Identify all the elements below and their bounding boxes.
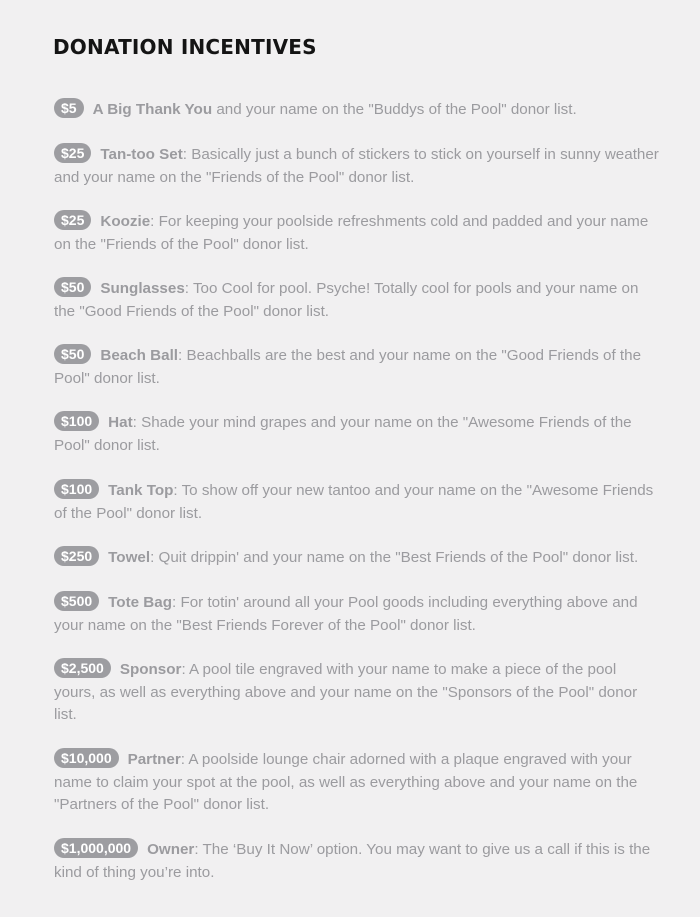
amount-badge: $25: [54, 210, 91, 230]
incentive-description: : A poolside lounge chair adorned with a plaque engraved with your name to claim your spot at the pool, as well as everything above and your name on the "Partners of the Pool" donor list.: [54, 751, 638, 813]
incentive-description: : To show off your new tantoo and your name on the "Awesome Friends of the Pool" donor list.: [54, 482, 654, 522]
page-title: DONATION INCENTIVES: [53, 35, 317, 59]
amount-badge: $250: [54, 546, 99, 566]
incentive-name: Hat: [108, 414, 133, 431]
incentive-description: : Beachballs are the best and your name on the "Good Friends of the Pool" donor list.: [54, 347, 642, 387]
incentive-description: and your name on the "Buddys of the Pool" donor list.: [212, 101, 577, 118]
incentive-description: : Quit drippin' and your name on the "Best Friends of the Pool" donor list.: [150, 549, 639, 566]
incentive-name: Partner: [127, 751, 181, 768]
incentive-item: [54, 658, 660, 727]
incentive-item: [54, 838, 660, 884]
incentive-name: Owner: [147, 841, 195, 858]
incentive-item: [54, 210, 660, 256]
incentive-name: Sunglasses: [100, 280, 185, 297]
incentive-item: [54, 277, 660, 323]
amount-badge: $100: [54, 479, 99, 499]
incentive-name: Towel: [108, 549, 151, 566]
incentive-item: [54, 411, 660, 457]
incentive-name: Koozie: [100, 213, 151, 230]
incentive-item: [54, 143, 660, 189]
incentive-name: Sponsor: [119, 661, 182, 678]
incentive-item: [54, 98, 660, 122]
incentive-item: [54, 546, 660, 570]
incentive-item: [54, 748, 660, 817]
amount-badge: $10,000: [54, 748, 119, 768]
amount-badge: $100: [54, 411, 99, 431]
incentive-name: Tote Bag: [108, 594, 172, 611]
amount-badge: $1,000,000: [54, 838, 138, 858]
amount-badge: $50: [54, 277, 91, 297]
incentive-description: : Shade your mind grapes and your name on the "Awesome Friends of the Pool" donor list.: [54, 414, 632, 454]
incentive-name: A Big Thank You: [92, 101, 213, 118]
incentive-name: Beach Ball: [100, 347, 179, 364]
incentive-description: : For totin' around all your Pool goods including everything above and your name on the "Best Friends Forever of the Pool" donor list.: [54, 594, 638, 634]
incentive-item: [54, 344, 660, 390]
incentive-description: : Too Cool for pool. Psyche! Totally cool for pools and your name on the "Good Friends of the Pool" donor list.: [54, 280, 639, 320]
incentive-description: : A pool tile engraved with your name to make a piece of the pool yours, as well as everything above and your name on the "Sponsors of the Pool" donor list.: [54, 661, 638, 723]
incentive-item: [54, 479, 660, 525]
amount-badge: $500: [54, 591, 99, 611]
amount-badge: $2,500: [54, 658, 111, 678]
incentive-description: : For keeping your poolside refreshments cold and padded and your name on the "Friends of the Pool" donor list.: [54, 213, 649, 253]
incentive-description: : Basically just a bunch of stickers to stick on yourself in sunny weather and your name on the "Friends of the Pool" donor list.: [54, 146, 659, 186]
amount-badge: $50: [54, 344, 91, 364]
amount-badge: $25: [54, 143, 91, 163]
incentive-item: [54, 591, 660, 637]
amount-badge: $5: [54, 98, 84, 118]
incentive-name: Tan-too Set: [100, 146, 183, 163]
incentive-description: : The ‘Buy It Now’ option. You may want to give us a call if this is the kind of thing you’re into.: [54, 841, 651, 881]
incentive-name: Tank Top: [108, 482, 174, 499]
